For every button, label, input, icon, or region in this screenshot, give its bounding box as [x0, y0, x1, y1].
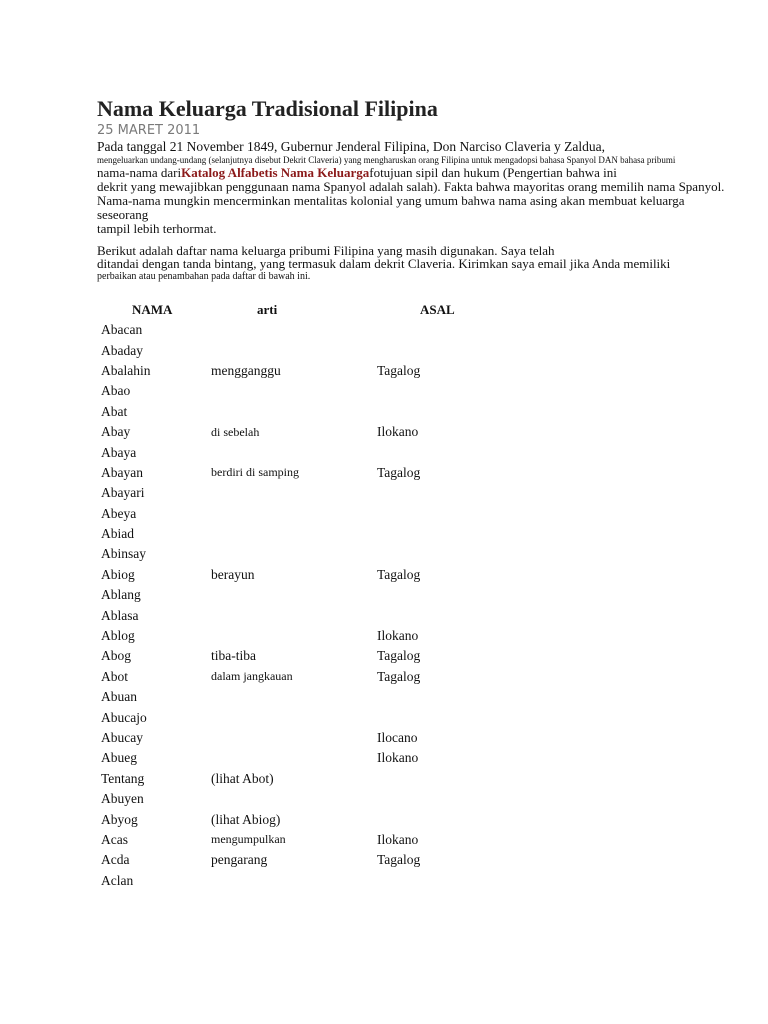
origin-cell: Tagalog	[377, 464, 421, 480]
origin-cell: Tagalog	[377, 648, 421, 664]
name-cell: Abuan	[101, 689, 137, 705]
table-row	[98, 585, 527, 605]
name-cell: Abucay	[101, 730, 143, 745]
list-intro-paragraph	[97, 244, 737, 283]
name-cell: Tentang	[101, 770, 145, 786]
name-cell: Abinsay	[101, 546, 146, 562]
table-row	[98, 565, 527, 585]
name-cell: Abiog	[101, 566, 135, 582]
table-body	[98, 320, 527, 891]
name-cell: Acda	[101, 852, 130, 868]
name-cell: Abay	[101, 424, 131, 440]
origin-cell: Tagalog	[377, 852, 421, 868]
origin-cell: Tagalog	[377, 566, 421, 582]
origin-cell	[377, 320, 527, 340]
origin-cell	[377, 707, 527, 727]
intro-paragraph	[97, 139, 737, 166]
origin-cell: Ilokano	[377, 750, 419, 766]
origin-cell	[377, 871, 527, 891]
meaning-cell	[211, 687, 377, 707]
table-row	[98, 850, 527, 870]
table-row	[98, 504, 527, 524]
family-names-table	[98, 299, 527, 891]
intro-line-small: mengeluarkan undang-undang (selanjutnya disebut Dekrit Claveria) yang mengharuskan orang Filipina untuk mengadopsi bahasa Spanyol DAN bahasa pribumi	[97, 155, 676, 165]
table-row	[98, 707, 527, 727]
name-cell: Abot	[101, 668, 128, 684]
table-row	[98, 402, 527, 422]
meaning-cell: mengumpulkan	[211, 832, 286, 847]
meaning-cell: pengarang	[211, 852, 268, 868]
origin-cell: Ilocano	[377, 730, 418, 745]
origin-cell	[377, 687, 527, 707]
meaning-cell: di sebelah	[211, 424, 260, 439]
origin-cell	[377, 524, 527, 544]
name-cell: Abaya	[101, 444, 137, 460]
catalog-link[interactable]: Katalog Alfabetis Nama Keluarga	[181, 165, 370, 180]
table-row	[98, 646, 527, 666]
name-cell: Abog	[101, 648, 131, 664]
meaning-cell	[211, 585, 377, 605]
table-row	[98, 381, 527, 401]
name-cell: Abayari	[101, 485, 145, 501]
meaning-cell: mengganggu	[211, 362, 281, 378]
origin-cell: Ilokano	[377, 628, 419, 644]
catalog-line: tampil lebih terhormat.	[97, 221, 217, 236]
name-cell: Ablang	[101, 587, 141, 603]
origin-cell: Tagalog	[377, 362, 421, 378]
table-row	[98, 463, 527, 483]
meaning-cell: (lihat Abot)	[211, 770, 274, 786]
meaning-cell	[211, 605, 377, 625]
meaning-cell	[211, 402, 377, 422]
origin-cell: Tagalog	[377, 668, 421, 684]
table-row	[98, 748, 527, 768]
table-header-row	[98, 299, 527, 320]
column-header-asal: ASAL	[420, 301, 455, 317]
catalog-paragraph	[97, 166, 737, 236]
table-row	[98, 830, 527, 850]
meaning-cell	[211, 381, 377, 401]
meaning-cell: (lihat Abiog)	[211, 811, 281, 827]
meaning-cell: berayun	[211, 566, 255, 582]
list-intro-line-small: perbaikan atau penambahan pada daftar di bawah ini.	[97, 271, 311, 282]
name-cell: Abueg	[101, 750, 137, 766]
meaning-cell	[211, 320, 377, 340]
origin-cell	[377, 340, 527, 360]
table-row	[98, 871, 527, 891]
origin-cell: Ilokano	[377, 424, 419, 440]
catalog-line: Nama-nama mungkin mencerminkan mentalitas kolonial yang umum bahwa nama asing akan membuat keluarga seseorang	[97, 193, 685, 222]
meaning-cell	[211, 340, 377, 360]
table-row	[98, 789, 527, 809]
name-cell: Ablasa	[101, 607, 139, 623]
table-row	[98, 769, 527, 789]
table-row	[98, 524, 527, 544]
origin-cell	[377, 605, 527, 625]
origin-cell	[377, 809, 527, 829]
name-cell: Abalahin	[101, 362, 151, 378]
table-row	[98, 626, 527, 646]
table-row	[98, 809, 527, 829]
table-row	[98, 442, 527, 462]
name-cell: Ablog	[101, 628, 135, 644]
meaning-cell: berdiri di samping	[211, 465, 299, 480]
origin-cell: Ilokano	[377, 831, 419, 847]
catalog-text-post: fotujuan sipil dan hukum (Pengertian bahwa ini	[369, 165, 617, 180]
article-date: 25 MARET 2011	[97, 123, 201, 138]
meaning-cell	[211, 442, 377, 462]
table-row	[98, 483, 527, 503]
catalog-text-pre: nama-nama dari	[97, 165, 182, 180]
list-intro-line: ditandai dengan tanda bintang, yang termasuk dalam dekrit Claveria. Kirimkan saya email jika Anda memiliki	[97, 256, 671, 271]
table-row	[98, 544, 527, 564]
origin-cell	[377, 381, 527, 401]
table-row	[98, 667, 527, 687]
origin-cell	[377, 544, 527, 564]
meaning-cell	[211, 728, 377, 748]
name-cell: Abat	[101, 403, 128, 419]
name-cell: Abyog	[101, 811, 138, 827]
meaning-cell: tiba-tiba	[211, 648, 256, 664]
name-cell: Aclan	[101, 872, 134, 888]
origin-cell	[377, 402, 527, 422]
meaning-cell	[211, 707, 377, 727]
name-cell: Abeya	[101, 505, 137, 521]
meaning-cell	[211, 544, 377, 564]
name-cell: Abaday	[101, 342, 143, 358]
table-row	[98, 320, 527, 340]
table-row	[98, 605, 527, 625]
meaning-cell	[211, 504, 377, 524]
table-row	[98, 340, 527, 360]
origin-cell	[377, 789, 527, 809]
table-row	[98, 422, 527, 442]
meaning-cell	[211, 748, 377, 768]
name-cell: Abiad	[101, 526, 134, 542]
name-cell: Abao	[101, 383, 131, 399]
table-row	[98, 361, 527, 381]
meaning-cell	[211, 789, 377, 809]
name-cell: Acas	[101, 831, 128, 847]
list-intro-line: Berikut adalah daftar nama keluarga pribumi Filipina yang masih digunakan. Saya telah	[97, 243, 555, 258]
column-header-arti: arti	[257, 301, 278, 317]
name-cell: Abuyen	[101, 791, 144, 807]
origin-cell	[377, 769, 527, 789]
meaning-cell	[211, 626, 377, 646]
catalog-line	[97, 166, 737, 180]
meaning-cell	[211, 524, 377, 544]
column-header-nama: NAMA	[132, 301, 173, 317]
article-title: Nama Keluarga Tradisional Filipina	[97, 96, 438, 121]
origin-cell	[377, 442, 527, 462]
name-cell: Abayan	[101, 464, 143, 480]
table-row	[98, 728, 527, 748]
intro-line: Pada tanggal 21 November 1849, Gubernur Jenderal Filipina, Don Narciso Claveria y Zaldua,	[97, 139, 605, 154]
origin-cell	[377, 483, 527, 503]
meaning-cell	[211, 871, 377, 891]
meaning-cell: dalam jangkauan	[211, 669, 293, 684]
table-row	[98, 687, 527, 707]
name-cell: Abacan	[101, 322, 143, 338]
article	[97, 96, 737, 891]
origin-cell	[377, 504, 527, 524]
origin-cell	[377, 585, 527, 605]
name-cell: Abucajo	[101, 709, 147, 725]
catalog-line: dekrit yang mewajibkan penggunaan nama Spanyol adalah salah). Fakta bahwa mayoritas orang memilih nama Spanyol.	[97, 179, 725, 194]
meaning-cell	[211, 483, 377, 503]
